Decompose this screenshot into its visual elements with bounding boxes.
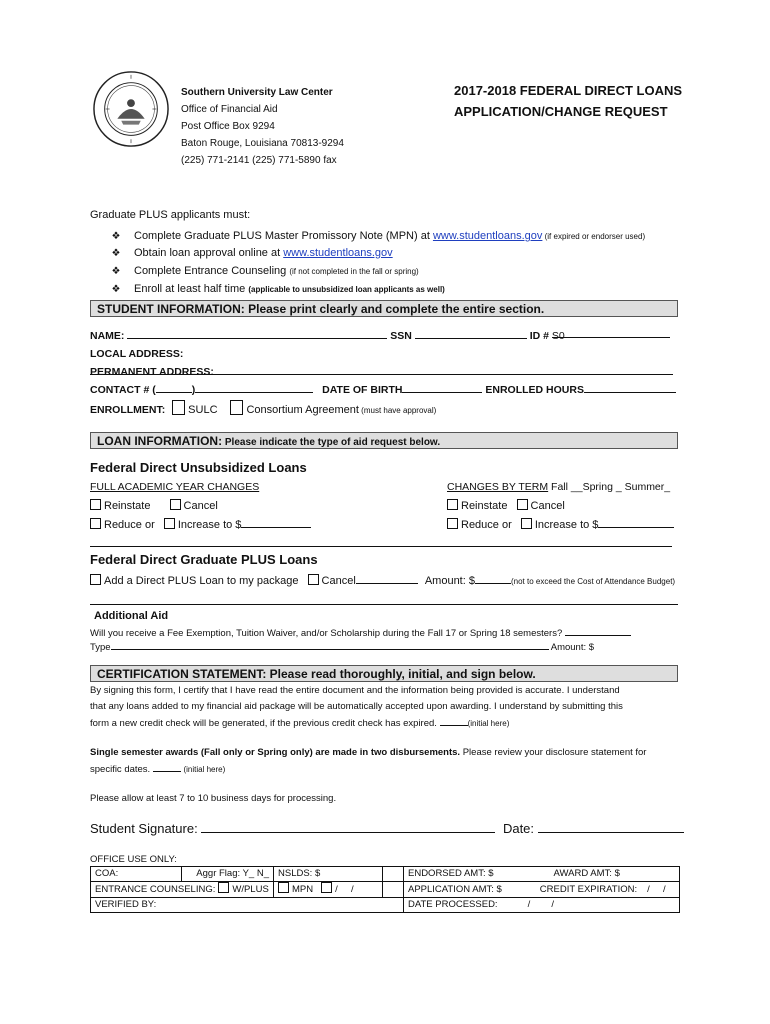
- add-plus-checkbox[interactable]: [90, 574, 101, 585]
- aid-type-field[interactable]: [111, 639, 549, 650]
- mpn-cell: MPN / /: [274, 882, 383, 898]
- term-cancel-checkbox[interactable]: [517, 499, 528, 510]
- city-line: Baton Rouge, Louisiana 70813-9294: [181, 138, 344, 149]
- increase-checkbox[interactable]: [164, 518, 175, 529]
- requirement-mpn: ❖ Complete Graduate PLUS Master Promissory Note (MPN) at www.studentloans.gov (if expired or endorser used): [90, 230, 645, 242]
- disbursement-paragraph: Single semester awards (Fall only or Spring only) are made in two disbursements. Please review your disclosure statement for specific dates. (initial here): [90, 747, 647, 775]
- name-field[interactable]: [127, 328, 387, 339]
- requirement-approval: ❖ Obtain loan approval online at www.studentloans.gov: [90, 247, 393, 259]
- divider: [90, 546, 672, 547]
- enrolled-hours-field[interactable]: [584, 382, 676, 393]
- sulc-checkbox[interactable]: [172, 400, 185, 415]
- id-field[interactable]: S0: [552, 327, 670, 338]
- verified-cell: VERIFIED BY:: [91, 898, 404, 913]
- mpn-checkbox[interactable]: [321, 882, 332, 893]
- permanent-address-row: PERMANENT ADDRESS:: [90, 363, 680, 381]
- diamond-bullet-icon: ❖: [111, 266, 121, 277]
- name-row: NAME: SSN ID # S0: [90, 327, 680, 345]
- divider: [90, 604, 678, 605]
- cancel-checkbox[interactable]: [170, 499, 181, 510]
- signature-row: Student Signature: Date:: [90, 820, 684, 836]
- certification-paragraph: By signing this form, I certify that I have read the entire document and the information being provided is accurate. I understand that any loans added to my financial aid package will be automatically accepted upon awarding. I understand by submitting this form a new credit check will be generated, if the previous credit check has expired. (initial here): [90, 685, 623, 729]
- plus-cancel-checkbox[interactable]: [308, 574, 319, 585]
- nslds-cell: NSLDS: $: [274, 867, 383, 882]
- entrance-checkbox[interactable]: [218, 882, 229, 893]
- application-cell: APPLICATION AMT: $ CREDIT EXPIRATION: / /: [404, 882, 680, 898]
- local-address-row: LOCAL ADDRESS:: [90, 345, 680, 381]
- form-title: [454, 80, 682, 122]
- term-options-1: Reinstate Cancel: [447, 499, 565, 512]
- contact-row: CONTACT # ( ) DATE OF BIRTH ENROLLED HOURS: [90, 381, 680, 399]
- reduce-checkbox[interactable]: [90, 518, 101, 529]
- studentloans-link[interactable]: www.studentloans.gov: [432, 230, 543, 242]
- signature-field[interactable]: [201, 820, 495, 833]
- loan-info-header: LOAN INFORMATION: Please indicate the type of aid request below.: [90, 432, 678, 449]
- contact-field[interactable]: [195, 382, 313, 393]
- consortium-checkbox[interactable]: [230, 400, 243, 415]
- additional-type-row: Type Amount: $: [90, 639, 680, 656]
- ssn-field[interactable]: [415, 328, 527, 339]
- wplus-checkbox[interactable]: [278, 882, 289, 893]
- diamond-bullet-icon: ❖: [111, 231, 121, 242]
- endorsed-cell: ENDORSED AMT: $ AWARD AMT: $: [404, 867, 680, 882]
- plus-amount-field[interactable]: [475, 573, 511, 584]
- increase-amount-field[interactable]: [241, 517, 311, 528]
- coa-cell: COA:: [91, 867, 182, 882]
- certification-header: CERTIFICATION STATEMENT: Please read thoroughly, initial, and sign below.: [90, 665, 678, 682]
- initial-field-2[interactable]: [153, 761, 181, 772]
- unsub-title: Federal Direct Unsubsidized Loans: [90, 460, 307, 475]
- form-title-line2: APPLICATION/CHANGE REQUEST: [454, 104, 668, 119]
- by-term-label: CHANGES BY TERM Fall __Spring _ Summer_: [447, 481, 671, 493]
- aggr-flag-cell: Aggr Flag: Y_ N_: [182, 867, 274, 882]
- form-title-line1: 2017-2018 FEDERAL DIRECT LOANS: [454, 83, 683, 98]
- diamond-bullet-icon: ❖: [111, 248, 121, 259]
- office-use-table: [90, 866, 680, 913]
- additional-aid-title: Additional Aid: [94, 610, 169, 622]
- plus-options-row: Add a Direct PLUS Loan to my package Cancel Amount: $ (not to exceed the Cost of Attendance Budget): [90, 573, 690, 587]
- org-name: Southern University Law Center: [181, 87, 333, 98]
- studentloans-link[interactable]: www.studentloans.gov: [283, 247, 393, 259]
- area-code-field[interactable]: [156, 382, 192, 393]
- office-use-label: OFFICE USE ONLY:: [90, 854, 177, 865]
- term-reinstate-checkbox[interactable]: [447, 499, 458, 510]
- diamond-bullet-icon: ❖: [111, 284, 121, 295]
- enrollment-row: ENROLLMENT: SULC Consortium Agreement (must have approval): [90, 400, 680, 420]
- header-address-block: [181, 84, 344, 169]
- requirement-counseling: ❖ Complete Entrance Counseling (if not completed in the fall or spring): [90, 265, 419, 277]
- term-increase-checkbox[interactable]: [521, 518, 532, 529]
- full-year-options-1: Reinstate Cancel: [90, 499, 218, 512]
- initial-field[interactable]: [440, 715, 468, 726]
- office-name: Office of Financial Aid: [181, 104, 278, 115]
- term-options-2: Reduce or Increase to $: [447, 517, 674, 531]
- processing-note: Please allow at least 7 to 10 business days for processing.: [90, 793, 337, 804]
- date-field[interactable]: [538, 820, 684, 833]
- full-year-options-2: Reduce or Increase to $: [90, 517, 311, 531]
- dob-field[interactable]: [402, 382, 482, 393]
- university-seal-icon: [92, 70, 170, 148]
- requirement-enroll: ❖ Enroll at least half time (applicable to unsubsidized loan applicants as well): [90, 283, 445, 295]
- po-box: Post Office Box 9294: [181, 121, 275, 132]
- plus-intro: Graduate PLUS applicants must:: [90, 209, 251, 221]
- plus-title: Federal Direct Graduate PLUS Loans: [90, 552, 318, 567]
- aid-answer-field[interactable]: [565, 625, 631, 636]
- student-info-header: STUDENT INFORMATION: Please print clearly and complete the entire section.: [90, 300, 678, 317]
- entrance-counseling-cell: ENTRANCE COUNSELING: W/PLUS: [91, 882, 274, 898]
- additional-question: Will you receive a Fee Exemption, Tuition Waiver, and/or Scholarship during the Fall 17 or Spring 18 semesters?: [90, 625, 680, 642]
- processed-cell: DATE PROCESSED: / /: [404, 898, 680, 913]
- full-year-label: FULL ACADEMIC YEAR CHANGES: [90, 481, 260, 493]
- permanent-address-field[interactable]: [217, 364, 673, 375]
- phone-line: (225) 771-2141 (225) 771-5890 fax: [181, 155, 337, 166]
- reinstate-checkbox[interactable]: [90, 499, 101, 510]
- term-reduce-checkbox[interactable]: [447, 518, 458, 529]
- plus-cancel-field[interactable]: [356, 573, 418, 584]
- term-increase-amount-field[interactable]: [598, 517, 674, 528]
